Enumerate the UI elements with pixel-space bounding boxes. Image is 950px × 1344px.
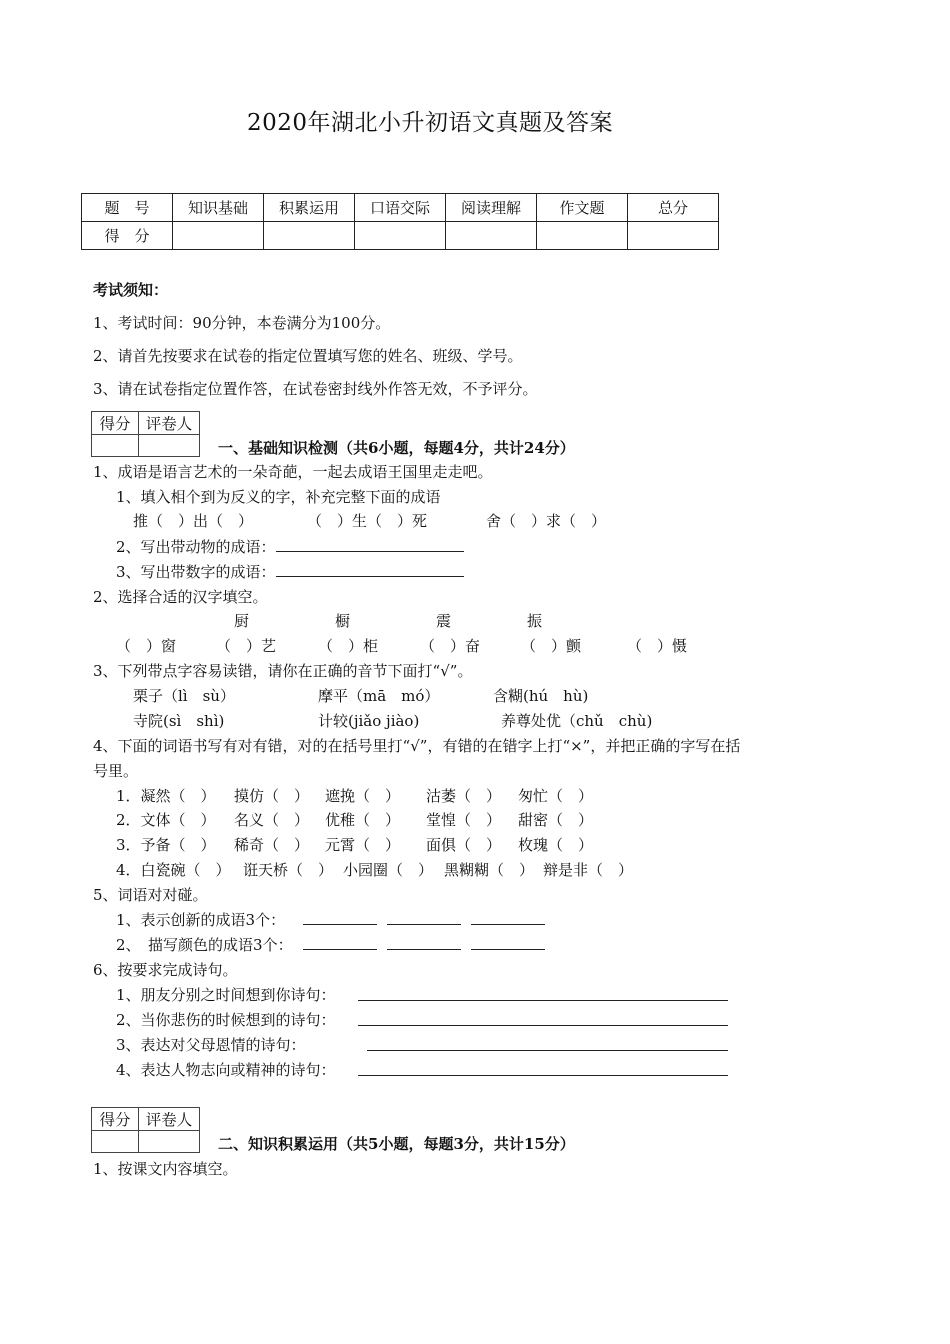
q2-char: 震 — [436, 612, 452, 630]
answer-line[interactable] — [471, 910, 545, 925]
answer-line[interactable] — [387, 935, 461, 950]
section2-q1-stem: 1、按课文内容填空。 — [93, 1160, 238, 1178]
q3-item: 摩平（mā mó） — [318, 687, 440, 705]
answer-line[interactable] — [276, 537, 464, 552]
q4-item: 诳天桥（ ） — [243, 861, 334, 879]
answer-line[interactable] — [303, 935, 377, 950]
answer-line[interactable] — [303, 910, 377, 925]
q1-sub1-item: 推（ ）出（ ） — [133, 512, 254, 530]
grader-name-label: 评卷人 — [139, 412, 200, 435]
q4-item: 元霄（ ） — [325, 836, 401, 854]
q4-item: 辩是非（ ） — [543, 861, 634, 879]
q4-item: 遮挽（ ） — [325, 787, 401, 805]
q2-blank: （ ）慑 — [627, 637, 688, 655]
q4-item: 面俱（ ） — [426, 836, 502, 854]
q4-item: 堂惶（ ） — [426, 811, 502, 829]
q6-sub: 3、表达对父母恩情的诗句： — [116, 1036, 306, 1054]
q5-sub2 — [116, 935, 545, 955]
score-table — [81, 193, 719, 250]
answer-line[interactable] — [276, 562, 464, 577]
q3-item: 含糊(hú hù) — [493, 687, 589, 705]
score-table-score-row — [82, 222, 719, 250]
q1-sub3-label: 3、写出带数字的成语： — [116, 563, 276, 581]
score-cell[interactable] — [446, 222, 537, 250]
grader-name-cell[interactable] — [139, 435, 200, 457]
q1-sub2-label: 2、写出带动物的成语： — [116, 538, 276, 556]
q5-sub1 — [116, 910, 545, 930]
q2-char: 厨 — [234, 612, 250, 630]
q3-item: 计较(jiǎo jiào) — [318, 712, 420, 730]
notice-item: 3、请在试卷指定位置作答，在试卷密封线外作答无效，不予评分。 — [93, 380, 538, 398]
q4-item: 甜密（ ） — [518, 811, 594, 829]
q5-stem: 5、词语对对碰。 — [93, 886, 208, 904]
q4-item: 名义（ ） — [234, 811, 310, 829]
q4-item: 黑糊糊（ ） — [444, 861, 535, 879]
header-cell: 知识基础 — [173, 194, 264, 222]
q4-stem: 4、下面的词语书写有对有错，对的在括号里打“√”，有错的在错字上打“×”，并把正确的字写在括 — [93, 737, 741, 755]
score-cell[interactable] — [264, 222, 355, 250]
q4-item: 沽萎（ ） — [426, 787, 502, 805]
grader-score-cell[interactable] — [92, 435, 139, 457]
notice-item: 2、请首先按要求在试卷的指定位置填写您的姓名、班级、学号。 — [93, 347, 523, 365]
q2-char: 振 — [527, 612, 543, 630]
score-cell[interactable] — [628, 222, 719, 250]
score-cell[interactable] — [355, 222, 446, 250]
header-cell: 作文题 — [537, 194, 628, 222]
grader-box — [91, 1107, 200, 1153]
q1-stem: 1、成语是语言艺术的一朵奇葩，一起去成语王国里走走吧。 — [93, 463, 493, 481]
header-cell: 总分 — [628, 194, 719, 222]
q6-sub: 1、朋友分别之时间想到你诗句： — [116, 986, 336, 1004]
q1-sub3 — [116, 562, 464, 582]
header-cell: 题 号 — [82, 194, 173, 222]
q3-stem: 3、下列带点字容易读错，请你在正确的音节下面打“√”。 — [93, 662, 473, 680]
grader-score-cell[interactable] — [92, 1131, 139, 1153]
q1-sub2 — [116, 537, 464, 557]
q6-stem: 6、按要求完成诗句。 — [93, 961, 238, 979]
answer-line[interactable] — [367, 1036, 728, 1051]
grader-name-label: 评卷人 — [139, 1108, 200, 1131]
answer-line[interactable] — [387, 910, 461, 925]
section1-heading: 一、基础知识检测（共6小题，每题4分，共计24分） — [218, 439, 575, 457]
q6-sub: 4、表达人物志向或精神的诗句： — [116, 1061, 336, 1079]
q3-item: 栗子（lì sù） — [133, 687, 235, 705]
header-cell: 阅读理解 — [446, 194, 537, 222]
q4-item: 1．凝然（ ） — [116, 787, 216, 805]
q5-sub2-label: 2、 描写颜色的成语3个： — [116, 936, 293, 954]
q2-blank: （ ）奋 — [420, 637, 481, 655]
q6-sub: 2、当你悲伤的时候想到的诗句： — [116, 1011, 336, 1029]
answer-line[interactable] — [471, 935, 545, 950]
notice-heading: 考试须知： — [93, 281, 169, 299]
q3-item: 寺院(sì shì) — [133, 712, 225, 730]
row-label-cell: 得 分 — [82, 222, 173, 250]
q1-sub1-item: （ ）生（ ）死 — [307, 512, 428, 530]
q4-item: 枚瑰（ ） — [518, 836, 594, 854]
q2-blank: （ ）艺 — [216, 637, 277, 655]
answer-line[interactable] — [358, 1061, 728, 1076]
grader-name-cell[interactable] — [139, 1131, 200, 1153]
q2-char: 橱 — [335, 612, 351, 630]
answer-line[interactable] — [358, 986, 728, 1001]
q5-sub1-label: 1、表示创新的成语3个： — [116, 911, 286, 929]
page-title: 2020年湖北小升初语文真题及答案 — [246, 110, 614, 136]
q3-item: 养尊处优（chǔ chù) — [501, 712, 653, 730]
q4-item: 优稚（ ） — [325, 811, 401, 829]
q1-sub1-item: 舍（ ）求（ ） — [486, 512, 607, 530]
q4-item: 稀奇（ ） — [234, 836, 310, 854]
notice-item: 1、考试时间：90分钟，本卷满分为100分。 — [93, 314, 391, 332]
header-cell: 积累运用 — [264, 194, 355, 222]
section2-heading: 二、知识积累运用（共5小题，每题3分，共计15分） — [218, 1135, 575, 1153]
score-cell[interactable] — [537, 222, 628, 250]
q2-stem: 2、选择合适的汉字填空。 — [93, 588, 268, 606]
q4-item: 摸仿（ ） — [234, 787, 310, 805]
grader-score-label: 得分 — [92, 1108, 139, 1131]
q4-stem-cont: 号里。 — [93, 762, 139, 780]
grader-score-label: 得分 — [92, 412, 139, 435]
q1-sub1: 1、填入相个到为反义的字，补充完整下面的成语 — [116, 488, 441, 506]
q4-item: 4．白瓷碗（ ） — [116, 861, 231, 879]
q2-blank: （ ）颤 — [521, 637, 582, 655]
q2-blank: （ ）柜 — [318, 637, 379, 655]
q4-item: 3．予备（ ） — [116, 836, 216, 854]
header-cell: 口语交际 — [355, 194, 446, 222]
q4-item: 小园圈（ ） — [343, 861, 434, 879]
q4-item: 2．文体（ ） — [116, 811, 216, 829]
score-cell[interactable] — [173, 222, 264, 250]
answer-line[interactable] — [358, 1011, 728, 1026]
q4-item: 匆忙（ ） — [518, 787, 594, 805]
score-table-header-row — [82, 194, 719, 222]
grader-box — [91, 411, 200, 457]
q2-blank: （ ）窗 — [116, 637, 177, 655]
